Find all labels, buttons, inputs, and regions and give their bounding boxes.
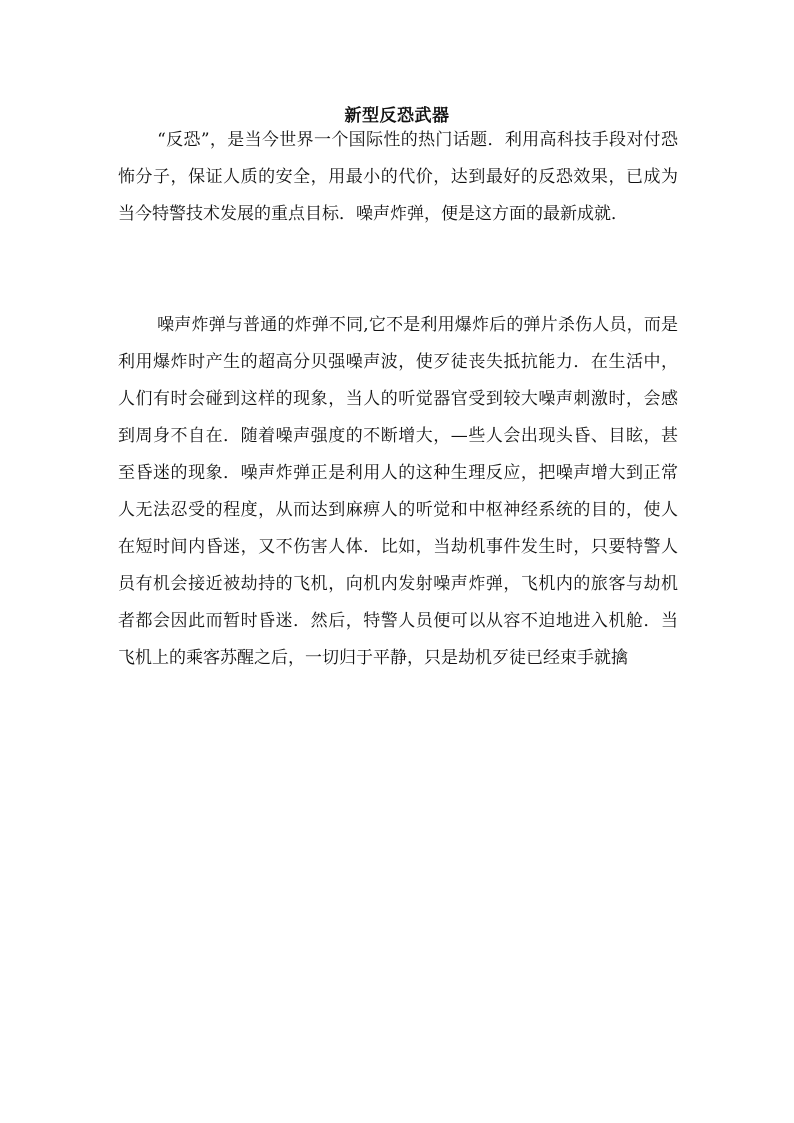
paragraph-1: “反恐”，是当今世界一个国际性的热门话题．利用高科技手段对付恐怖分子，保证人质的安全，用最小的代价，达到最好的反恐效果，已成为当今特警技术发展的重点目标．噪声炸弹，便是这方面的最新成就． (118, 130, 678, 224)
paragraph-2: 噪声炸弹与普通的炸弹不同,它不是利用爆炸后的弹片杀伤人员，而是利用爆炸时产生的超高分贝强噪声波，使歹徒丧失抵抗能力．在生活中，人们有时会碰到这样的现象，当人的听觉器官受到较大噪声刺激时，会感到周身不自在．随着噪声强度的不断增大，—些人会出现头昏、目眩，甚至昏迷的现象．噪声炸弹正是利用人的这种生理反应，把噪声增大到正常人无法忍受的程度，从而达到麻痹人的听觉和中枢神经系统的目的，使人在短时间内昏迷，又不伤害人体．比如，当劫机事件发生时，只要特警人员有机会接近被劫持的飞机，向机内发射噪声炸弹，飞机内的旅客与劫机者都会因此而暂时昏迷．然后，特警人员便可以从容不迫地进入机舱．当飞机上的乘客苏醒之后，一切归于平静，只是劫机歹徒已经束手就擒 (118, 315, 678, 668)
document-title: 新型反恐武器 (344, 106, 450, 126)
